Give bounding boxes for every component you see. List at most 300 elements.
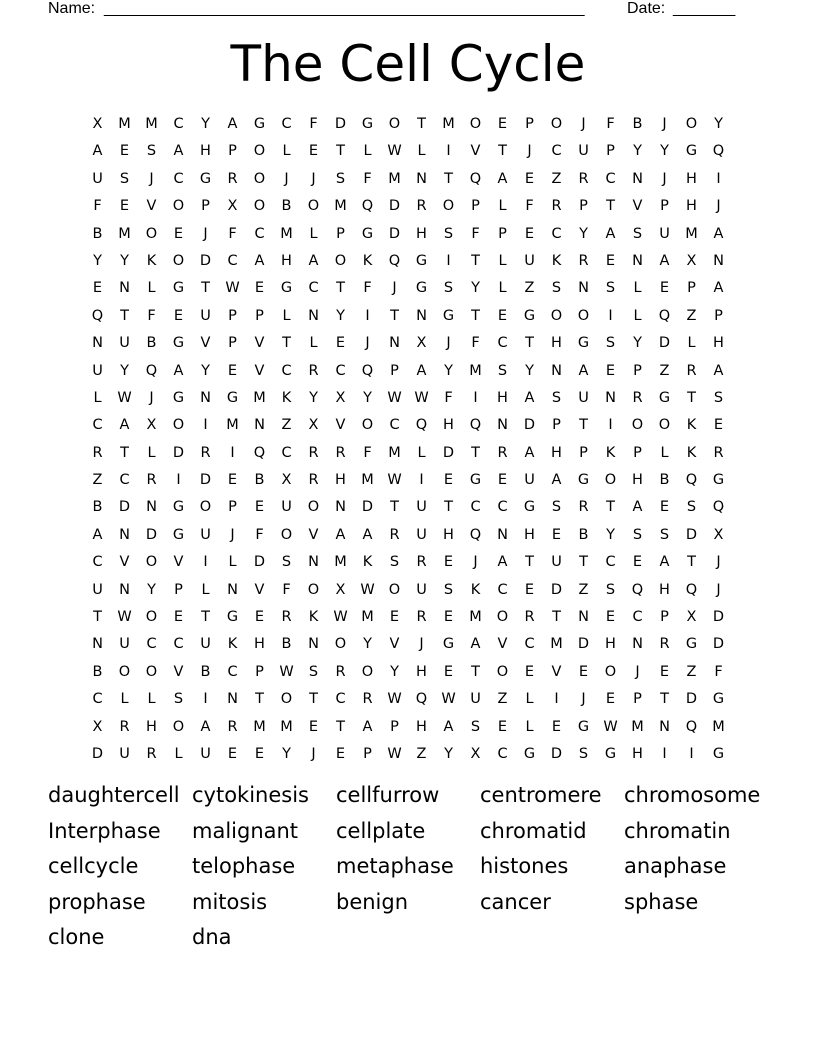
grid-letter: E	[605, 362, 616, 379]
grid-letter: N	[659, 718, 670, 735]
grid-letter: L	[633, 280, 642, 297]
grid-letter: T	[471, 663, 480, 680]
grid-letter: N	[389, 335, 400, 352]
grid-letter: A	[119, 417, 130, 434]
grid-letter: R	[308, 472, 319, 489]
grid-letter: U	[416, 581, 427, 598]
grid-letter: O	[145, 663, 158, 680]
grid-letter: B	[578, 526, 589, 543]
word-list-item: centromere	[480, 783, 602, 807]
grid-letter: B	[146, 335, 157, 352]
grid-letter: G	[415, 252, 428, 269]
grid-letter: O	[361, 417, 374, 434]
grid-letter: D	[523, 417, 536, 434]
grid-letter: Q	[712, 499, 725, 516]
grid-letter: R	[416, 554, 427, 571]
grid-letter: L	[525, 718, 534, 735]
grid-letter: U	[92, 362, 103, 379]
grid-letter: I	[365, 307, 370, 324]
grid-letter: H	[416, 225, 427, 242]
grid-letter: T	[498, 143, 507, 160]
grid-letter: G	[523, 307, 536, 324]
grid-letter: E	[632, 554, 643, 571]
grid-letter: L	[309, 225, 318, 242]
grid-letter: R	[227, 170, 238, 187]
grid-letter: O	[550, 307, 563, 324]
grid-letter: M	[631, 718, 644, 735]
grid-letter: W	[387, 389, 402, 406]
grid-letter: R	[146, 472, 157, 489]
grid-letter: D	[388, 225, 401, 242]
grid-letter: M	[469, 609, 482, 626]
grid-letter: Y	[579, 225, 588, 242]
grid-letter: H	[686, 170, 697, 187]
grid-letter: T	[417, 116, 426, 132]
grid-letter: X	[146, 417, 157, 434]
grid-letter: E	[713, 417, 724, 434]
grid-letter: T	[336, 718, 345, 735]
grid-letter: J	[203, 225, 208, 242]
grid-letter: N	[92, 335, 103, 352]
grid-letter: W	[117, 389, 132, 406]
grid-letter: Z	[551, 170, 562, 187]
grid-letter: F	[93, 198, 102, 215]
grid-letter: F	[363, 280, 372, 297]
grid-letter: G	[172, 280, 185, 297]
grid-letter: S	[551, 280, 562, 297]
grid-letter: S	[605, 581, 616, 598]
grid-letter: B	[281, 636, 292, 653]
grid-letter: M	[361, 609, 374, 626]
grid-letter: I	[446, 143, 451, 160]
grid-letter: V	[254, 581, 265, 598]
grid-row	[84, 471, 732, 498]
grid-letter: T	[282, 335, 291, 352]
grid-letter: Z	[686, 307, 697, 324]
grid-letter: T	[525, 554, 534, 571]
grid-letter: T	[606, 499, 615, 516]
grid-letter: I	[662, 745, 667, 762]
grid-letter: R	[92, 444, 103, 461]
word-list	[48, 780, 768, 958]
grid-letter: A	[605, 225, 616, 242]
grid-letter: S	[632, 225, 643, 242]
grid-letter: C	[227, 663, 238, 680]
grid-letter: S	[686, 499, 697, 516]
grid-letter: Y	[336, 307, 345, 324]
grid-letter: U	[524, 472, 535, 489]
grid-letter: S	[659, 526, 670, 543]
grid-row	[84, 690, 732, 717]
grid-letter: Z	[416, 745, 427, 762]
grid-letter: G	[577, 472, 590, 489]
word-list-item: cancer	[480, 889, 551, 914]
grid-letter: R	[308, 362, 319, 379]
grid-letter: U	[92, 581, 103, 598]
grid-letter: H	[443, 417, 454, 434]
grid-letter: J	[581, 691, 586, 708]
grid-letter: A	[713, 362, 724, 379]
grid-letter: I	[473, 389, 478, 406]
grid-letter: Y	[201, 116, 210, 132]
grid-letter: I	[608, 417, 613, 434]
grid-letter: E	[119, 143, 130, 160]
grid-letter: K	[551, 252, 562, 269]
grid-letter: Y	[201, 362, 210, 379]
grid-letter: W	[387, 472, 402, 489]
grid-letter: W	[387, 745, 402, 762]
grid-letter: O	[253, 198, 266, 215]
grid-row	[84, 279, 732, 306]
grid-letter: Z	[578, 581, 589, 598]
word-list-item: cellcycle	[48, 854, 139, 879]
grid-letter: Y	[147, 581, 156, 598]
grid-letter: O	[307, 198, 320, 215]
grid-letter: A	[173, 143, 184, 160]
grid-letter: D	[388, 198, 401, 215]
grid-letter: E	[551, 526, 562, 543]
word-list-item: Interphase	[48, 818, 161, 843]
grid-letter: F	[147, 307, 156, 324]
grid-letter: P	[201, 198, 210, 215]
grid-letter: M	[280, 718, 293, 735]
word-list-item: cytokinesis	[192, 783, 309, 807]
grid-letter: H	[497, 389, 508, 406]
grid-letter: B	[200, 663, 211, 680]
grid-letter: U	[200, 636, 211, 653]
grid-letter: B	[659, 472, 670, 489]
grid-letter: E	[605, 252, 616, 269]
grid-letter: A	[524, 444, 535, 461]
word-list-item: histones	[480, 854, 569, 879]
grid-letter: J	[716, 554, 721, 571]
grid-letter: T	[660, 691, 669, 708]
grid-letter: C	[281, 116, 292, 132]
grid-letter: P	[390, 362, 399, 379]
grid-letter: U	[119, 335, 130, 352]
grid-letter: L	[498, 252, 507, 269]
grid-letter: M	[469, 362, 482, 379]
grid-letter: C	[605, 170, 616, 187]
grid-letter: D	[685, 691, 698, 708]
grid-letter: V	[470, 143, 481, 160]
grid-letter: M	[145, 116, 158, 132]
grid-letter: M	[712, 718, 725, 735]
grid-letter: C	[497, 335, 508, 352]
grid-letter: Y	[282, 745, 291, 762]
grid-letter: F	[228, 225, 237, 242]
word-list-item: mitosis	[192, 889, 268, 914]
grid-letter: B	[92, 663, 103, 680]
word-list-item: prophase	[48, 889, 146, 914]
grid-letter: A	[92, 526, 103, 543]
grid-letter: U	[92, 170, 103, 187]
grid-letter: R	[578, 252, 589, 269]
grid-letter: Q	[388, 252, 401, 269]
grid-letter: O	[388, 116, 401, 132]
word-list-item: dna	[192, 925, 232, 950]
grid-letter: N	[308, 636, 319, 653]
grid-letter: J	[581, 116, 586, 132]
grid-letter: J	[662, 170, 667, 187]
grid-letter: U	[119, 636, 130, 653]
grid-letter: H	[605, 636, 616, 653]
grid-letter: N	[416, 307, 427, 324]
grid-letter: E	[254, 745, 265, 762]
grid-letter: N	[497, 526, 508, 543]
grid-letter: O	[685, 116, 698, 132]
grid-letter: T	[552, 609, 561, 626]
grid-letter: W	[414, 389, 429, 406]
grid-letter: A	[362, 718, 373, 735]
grid-letter: I	[689, 745, 694, 762]
grid-letter: R	[632, 389, 643, 406]
grid-letter: Y	[120, 252, 129, 269]
grid-letter: C	[227, 252, 238, 269]
grid-letter: M	[280, 225, 293, 242]
grid-letter: E	[443, 554, 454, 571]
grid-letter: T	[93, 609, 102, 626]
grid-letter: U	[200, 526, 211, 543]
grid-letter: E	[659, 663, 670, 680]
grid-letter: V	[632, 198, 643, 215]
grid-letter: E	[254, 499, 265, 516]
grid-letter: O	[280, 691, 293, 708]
grid-letter: D	[712, 609, 725, 626]
grid-letter: H	[281, 252, 292, 269]
grid-letter: P	[363, 745, 372, 762]
grid-letter: R	[200, 444, 211, 461]
grid-letter: A	[713, 280, 724, 297]
grid-letter: R	[416, 198, 427, 215]
grid-letter: Q	[253, 444, 266, 461]
grid-letter: O	[469, 116, 482, 132]
grid-letter: O	[145, 554, 158, 571]
grid-letter: P	[498, 225, 507, 242]
date-blank: _______	[673, 0, 736, 17]
grid-letter: J	[716, 198, 721, 215]
grid-letter: J	[473, 554, 478, 571]
grid-letter: K	[470, 581, 481, 598]
grid-letter: D	[118, 499, 131, 516]
grid-letter: S	[632, 526, 643, 543]
grid-letter: O	[172, 718, 185, 735]
grid-letter: H	[659, 581, 670, 598]
grid-letter: P	[255, 307, 264, 324]
grid-letter: U	[416, 526, 427, 543]
grid-letter: H	[200, 143, 211, 160]
grid-letter: B	[92, 499, 103, 516]
grid-letter: H	[686, 198, 697, 215]
grid-letter: A	[497, 170, 508, 187]
grid-letter: J	[419, 636, 424, 653]
grid-letter: L	[93, 389, 102, 406]
grid-letter: D	[550, 581, 563, 598]
grid-letter: A	[308, 252, 319, 269]
grid-letter: N	[497, 417, 508, 434]
grid-row	[84, 197, 732, 224]
grid-letter: M	[118, 225, 131, 242]
grid-letter: I	[446, 252, 451, 269]
grid-letter: R	[227, 718, 238, 735]
grid-letter: L	[282, 307, 291, 324]
grid-row	[84, 389, 732, 416]
grid-row	[84, 635, 732, 662]
grid-letter: H	[335, 472, 346, 489]
grid-letter: A	[362, 526, 373, 543]
grid-letter: A	[713, 225, 724, 242]
grid-letter: D	[577, 636, 590, 653]
grid-letter: W	[441, 691, 456, 708]
grid-letter: V	[389, 636, 400, 653]
grid-letter: D	[685, 526, 698, 543]
grid-letter: P	[660, 609, 669, 626]
grid-letter: U	[416, 499, 427, 516]
grid-letter: M	[388, 444, 401, 461]
grid-row	[84, 142, 732, 169]
grid-letter: L	[687, 335, 696, 352]
grid-letter: G	[523, 499, 536, 516]
grid-letter: O	[334, 252, 347, 269]
grid-row	[84, 225, 732, 252]
word-list-item: daughtercell	[48, 783, 180, 807]
grid-letter: T	[390, 499, 399, 516]
grid-letter: R	[335, 663, 346, 680]
grid-letter: C	[146, 636, 157, 653]
grid-letter: O	[496, 663, 509, 680]
grid-letter: O	[307, 581, 320, 598]
grid-letter: R	[713, 444, 724, 461]
grid-letter: O	[658, 417, 671, 434]
grid-letter: M	[253, 718, 266, 735]
grid-letter: T	[336, 280, 345, 297]
grid-letter: K	[362, 252, 373, 269]
grid-letter: W	[360, 581, 375, 598]
word-list-item: malignant	[192, 818, 299, 843]
grid-letter: P	[606, 143, 615, 160]
grid-letter: I	[608, 307, 613, 324]
grid-letter: T	[390, 307, 399, 324]
grid-letter: Q	[91, 307, 104, 324]
grid-letter: Y	[633, 143, 642, 160]
grid-letter: E	[443, 663, 454, 680]
grid-row	[84, 581, 732, 608]
grid-letter: D	[91, 745, 104, 762]
grid-letter: J	[149, 389, 154, 406]
word-list-item: chromatin	[624, 818, 731, 843]
grid-letter: O	[253, 143, 266, 160]
grid-letter: O	[388, 581, 401, 598]
grid-letter: I	[203, 554, 208, 571]
grid-letter: L	[660, 444, 669, 461]
grid-letter: G	[361, 116, 374, 132]
word-list-item: chromatid	[480, 818, 587, 843]
word-list-item: cellplate	[336, 818, 426, 843]
grid-letter: E	[173, 609, 184, 626]
grid-letter: H	[416, 663, 427, 680]
grid-letter: C	[470, 499, 481, 516]
grid-letter: G	[469, 472, 482, 489]
grid-letter: Y	[390, 663, 399, 680]
grid-letter: E	[389, 609, 400, 626]
grid-letter: Q	[415, 691, 428, 708]
grid-letter: W	[603, 718, 618, 735]
grid-letter: L	[147, 444, 156, 461]
grid-letter: J	[392, 280, 397, 297]
grid-letter: R	[524, 609, 535, 626]
word-list-item: benign	[336, 889, 409, 914]
grid-row	[84, 416, 732, 443]
word-list-item: cellfurrow	[336, 783, 440, 807]
grid-letter: S	[119, 170, 130, 187]
grid-letter: F	[525, 198, 534, 215]
grid-letter: C	[632, 609, 643, 626]
grid-letter: C	[308, 280, 319, 297]
grid-letter: G	[712, 691, 725, 708]
grid-letter: A	[551, 472, 562, 489]
grid-row	[84, 362, 732, 389]
grid-letter: B	[632, 116, 643, 132]
grid-letter: I	[230, 444, 235, 461]
grid-letter: Y	[525, 362, 534, 379]
grid-letter: O	[334, 636, 347, 653]
grid-letter: E	[524, 663, 535, 680]
grid-letter: F	[282, 581, 291, 598]
grid-letter: H	[254, 636, 265, 653]
grid-letter: B	[92, 225, 103, 242]
word-search-grid	[84, 115, 732, 772]
grid-letter: Z	[281, 417, 292, 434]
grid-letter: X	[335, 581, 346, 598]
grid-letter: H	[551, 335, 562, 352]
grid-letter: C	[92, 417, 103, 434]
grid-letter: P	[579, 444, 588, 461]
grid-letter: S	[551, 499, 562, 516]
grid-letter: J	[149, 170, 154, 187]
grid-letter: G	[226, 609, 239, 626]
grid-letter: N	[632, 170, 643, 187]
grid-letter: Y	[363, 389, 372, 406]
grid-letter: G	[172, 499, 185, 516]
grid-letter: E	[659, 499, 670, 516]
grid-letter: X	[227, 198, 238, 215]
grid-letter: N	[578, 280, 589, 297]
grid-letter: N	[632, 636, 643, 653]
grid-letter: E	[119, 198, 130, 215]
grid-letter: E	[497, 718, 508, 735]
grid-letter: Q	[685, 718, 698, 735]
grid-letter: U	[524, 252, 535, 269]
grid-letter: R	[659, 636, 670, 653]
grid-letter: M	[118, 116, 131, 132]
grid-letter: K	[227, 636, 238, 653]
grid-letter: C	[605, 554, 616, 571]
grid-letter: A	[497, 554, 508, 571]
grid-letter: S	[335, 170, 346, 187]
grid-letter: H	[443, 526, 454, 543]
grid-letter: I	[203, 691, 208, 708]
grid-letter: J	[284, 170, 289, 187]
grid-letter: L	[498, 198, 507, 215]
grid-letter: R	[335, 444, 346, 461]
grid-letter: V	[173, 663, 184, 680]
grid-letter: V	[119, 554, 130, 571]
grid-letter: T	[525, 335, 534, 352]
grid-letter: O	[442, 198, 455, 215]
grid-letter: C	[281, 362, 292, 379]
grid-letter: E	[524, 225, 535, 242]
grid-letter: S	[308, 663, 319, 680]
